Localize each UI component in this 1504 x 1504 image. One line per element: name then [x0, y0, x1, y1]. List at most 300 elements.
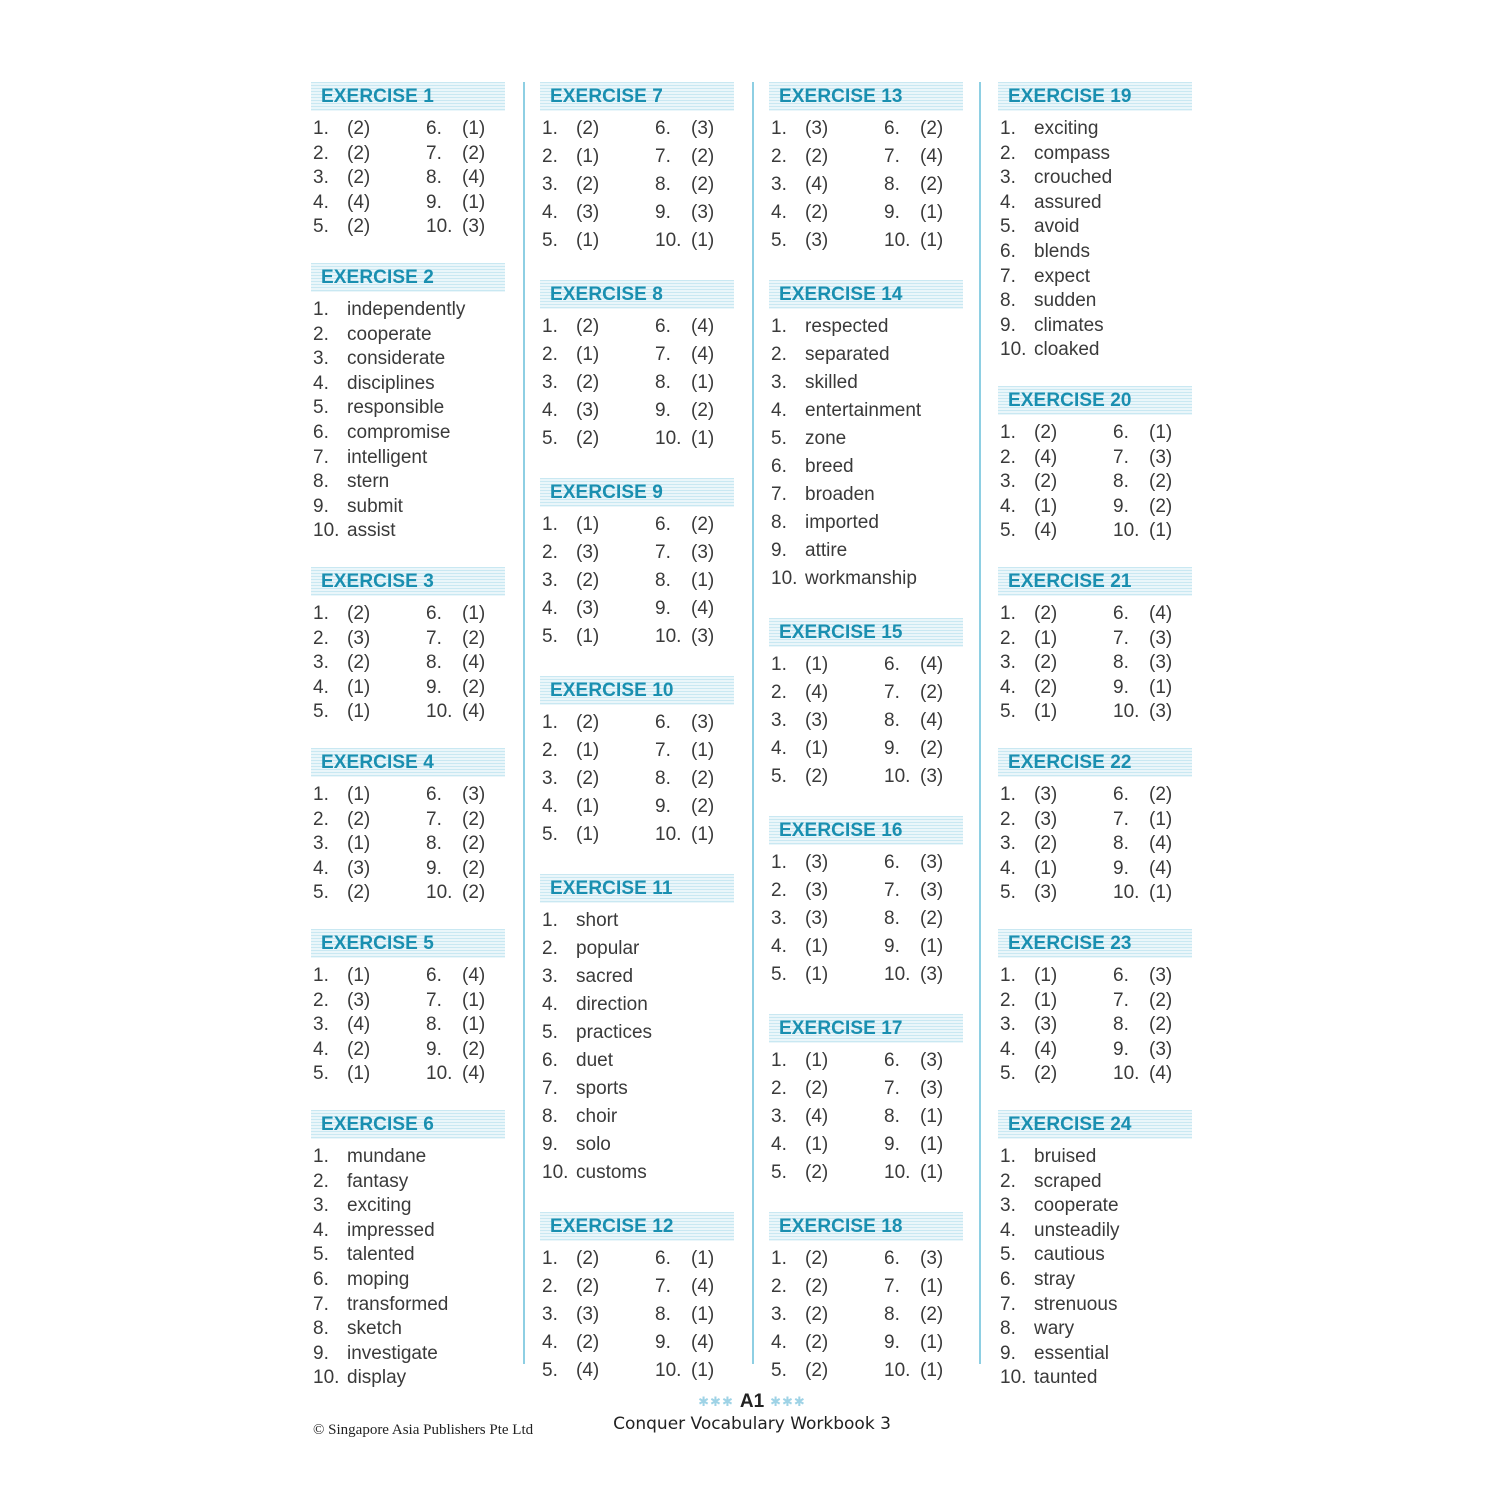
answer-item: 4. unsteadily [1000, 1219, 1120, 1241]
answer-item: 7. sports [542, 1078, 628, 1099]
answer-list [311, 299, 507, 545]
answer-item: 10. (1) [884, 1360, 944, 1381]
answer-item: 5. (3) [1000, 882, 1058, 904]
answer-item: 2. (2) [313, 142, 371, 164]
exercise-block [769, 816, 965, 992]
answer-item: 8. (4) [426, 167, 486, 189]
answer-item: 9. (2) [655, 796, 715, 817]
answer-item: 7. (3) [655, 542, 715, 563]
answer-item: 3. skilled [771, 372, 858, 393]
answer-item: 8. (4) [1113, 833, 1173, 855]
answer-item: 5. (2) [771, 1360, 829, 1381]
answer-item: 7. (3) [884, 1078, 944, 1099]
answer-item: 8. (2) [426, 833, 486, 855]
answer-item: 5. (2) [313, 882, 371, 904]
answer-item: 8. (1) [426, 1014, 486, 1036]
exercise-block [540, 280, 736, 456]
answer-item: 2. (2) [313, 808, 371, 830]
answer-list [540, 1248, 736, 1388]
answer-item: 8. (2) [884, 174, 944, 195]
answer-item: 3. sacred [542, 966, 634, 987]
answer-item: 6. blends [1000, 241, 1090, 262]
answer-item: 5. zone [771, 428, 847, 449]
answer-item: 10. (3) [655, 626, 715, 647]
exercise-block [311, 929, 507, 1088]
answer-item: 8. (3) [1113, 652, 1173, 674]
exercise-block [998, 1110, 1194, 1392]
answer-columns [311, 82, 1201, 1389]
answer-item: 10. (1) [884, 1162, 944, 1183]
answer-item: 5. (2) [771, 766, 829, 787]
answer-item: 6. (2) [1113, 784, 1173, 805]
answer-list [769, 852, 965, 992]
answer-item: 2. (4) [1000, 446, 1058, 468]
exercise-block [998, 929, 1194, 1088]
answer-item: 2. fantasy [313, 1170, 409, 1192]
answer-item: 6. (3) [655, 712, 715, 733]
answer-item: 10. (4) [426, 1063, 486, 1085]
exercise-title: EXERCISE 10 [540, 676, 734, 705]
answer-item: 8. (4) [426, 652, 486, 674]
answer-item: 3. (4) [771, 1106, 829, 1127]
answer-item: 4. (1) [771, 738, 829, 759]
exercise-block [998, 567, 1194, 726]
answer-item: 2. (3) [313, 627, 371, 649]
exercise-block [998, 82, 1194, 364]
answer-item: 6. (4) [426, 965, 486, 986]
answer-item: 4. direction [542, 994, 648, 1015]
answer-item: 9. submit [313, 495, 403, 517]
answer-list [540, 316, 736, 456]
exercise-title: EXERCISE 18 [769, 1212, 963, 1241]
answer-item: 2. compass [1000, 142, 1111, 164]
answer-item: 2. (1) [542, 344, 600, 365]
answer-item: 10. (1) [655, 428, 715, 449]
answer-item: 7. (4) [884, 146, 944, 167]
answer-item: 9. (3) [655, 202, 715, 223]
answer-item: 3. (3) [542, 1304, 600, 1325]
answer-list [311, 603, 507, 726]
answer-item: 10. (2) [426, 882, 486, 904]
answer-item: 3. (2) [313, 652, 371, 674]
answer-item: 9. (4) [655, 1332, 715, 1353]
answer-item: 9. (4) [655, 598, 715, 619]
answer-item: 6. (1) [426, 603, 486, 624]
exercise-block [311, 82, 507, 241]
answer-item: 3. (2) [1000, 471, 1058, 493]
answer-item: 8. wary [1000, 1318, 1075, 1340]
answer-item: 9. (1) [884, 1134, 944, 1155]
answer-item: 4. (1) [313, 676, 371, 698]
answer-list [998, 603, 1194, 726]
answer-list [998, 422, 1194, 545]
answer-item: 8. (2) [1113, 471, 1173, 493]
answer-item: 2. (4) [771, 682, 829, 703]
answer-item: 6. (2) [884, 118, 944, 139]
answer-item: 1. (2) [1000, 422, 1058, 443]
answer-list [540, 514, 736, 654]
answer-item: 6. (4) [884, 654, 944, 675]
answer-item: 8. (2) [884, 908, 944, 929]
answer-item: 10. cloaked [1000, 339, 1100, 361]
answer-item: 1. (2) [542, 316, 600, 337]
answer-item: 5. (2) [542, 428, 600, 449]
answer-item: 10. (1) [1113, 520, 1173, 542]
answer-item: 1. mundane [313, 1146, 427, 1167]
answer-item: 10. (3) [884, 964, 944, 985]
answer-item: 10. (3) [884, 766, 944, 787]
answer-item: 9. (2) [1113, 495, 1173, 517]
star-ornament-icon: ✱✱✱ [770, 1394, 806, 1409]
exercise-title: EXERCISE 20 [998, 386, 1192, 415]
answer-item: 9. (2) [426, 857, 486, 879]
answer-list [998, 1146, 1194, 1392]
exercise-block [311, 263, 507, 545]
answer-list [311, 784, 507, 907]
answer-item: 10. assist [313, 520, 396, 542]
answer-item: 4. (2) [771, 1332, 829, 1353]
answer-item: 3. (2) [1000, 652, 1058, 674]
answer-item: 1. (1) [313, 965, 371, 986]
answer-item: 8. sudden [1000, 290, 1097, 312]
answer-item: 7. (4) [655, 1276, 715, 1297]
answer-item: 7. (1) [1113, 808, 1173, 830]
exercise-title: EXERCISE 23 [998, 929, 1192, 958]
exercise-title: EXERCISE 15 [769, 618, 963, 647]
answer-item: 10. (1) [1113, 882, 1173, 904]
answer-item: 4. (2) [1000, 676, 1058, 698]
answer-item: 3. (2) [542, 372, 600, 393]
answer-item: 7. transformed [313, 1293, 449, 1315]
answer-item: 5. responsible [313, 397, 445, 419]
answer-item: 5. (1) [542, 824, 600, 845]
answer-item: 6. compromise [313, 422, 451, 443]
answer-item: 3. (3) [1000, 1014, 1058, 1036]
answer-item: 6. (4) [1113, 603, 1173, 624]
exercise-title: EXERCISE 7 [540, 82, 734, 111]
answer-item: 7. strenuous [1000, 1293, 1118, 1315]
answer-item: 2. (1) [1000, 627, 1058, 649]
exercise-block [540, 676, 736, 852]
answer-list [998, 965, 1194, 1088]
book-title: Conquer Vocabulary Workbook 3 [613, 1414, 891, 1434]
answer-item: 5. practices [542, 1022, 653, 1043]
answer-item: 9. (2) [426, 676, 486, 698]
answer-item: 4. (4) [1000, 1038, 1058, 1060]
answer-item: 4. assured [1000, 191, 1102, 213]
answer-item: 6. (3) [884, 852, 944, 873]
answer-list [311, 965, 507, 1088]
answer-item: 8. (4) [884, 710, 944, 731]
answer-item: 2. popular [542, 938, 640, 959]
answer-item: 6. (4) [655, 316, 715, 337]
answer-list [540, 910, 736, 1190]
exercise-title: EXERCISE 22 [998, 748, 1192, 777]
answer-item: 6. (3) [1113, 965, 1173, 986]
exercise-title: EXERCISE 21 [998, 567, 1192, 596]
answer-list [540, 118, 736, 258]
answer-item: 7. (2) [426, 142, 486, 164]
answer-item: 10. (3) [426, 216, 486, 238]
answer-item: 2. (2) [771, 1276, 829, 1297]
exercise-title: EXERCISE 1 [311, 82, 505, 111]
answer-item: 3. (4) [771, 174, 829, 195]
answer-item: 5. (1) [771, 964, 829, 985]
answer-item: 4. (3) [542, 598, 600, 619]
answer-item: 1. (2) [313, 603, 371, 624]
answer-item: 1. (2) [1000, 603, 1058, 624]
answer-item: 7. (3) [1113, 627, 1173, 649]
exercise-title: EXERCISE 5 [311, 929, 505, 958]
answer-item: 9. solo [542, 1134, 611, 1155]
answer-item: 8. choir [542, 1106, 618, 1127]
answer-item: 9. (2) [655, 400, 715, 421]
answer-item: 4. (1) [1000, 495, 1058, 517]
answer-item: 1. respected [771, 316, 889, 337]
answer-item: 1. (2) [542, 1248, 600, 1269]
answer-item: 10. (3) [1113, 701, 1173, 723]
answer-list [769, 1050, 965, 1190]
answer-item: 8. (1) [655, 1304, 715, 1325]
answer-item: 3. (2) [542, 174, 600, 195]
answer-item: 3. (2) [542, 768, 600, 789]
answer-item: 5. (1) [542, 230, 600, 251]
answer-item: 2. separated [771, 344, 890, 365]
answer-item: 4. (4) [313, 191, 371, 213]
answer-list [769, 654, 965, 794]
answer-item: 10. (1) [655, 1360, 715, 1381]
answer-item: 2. (3) [542, 542, 600, 563]
star-ornament-icon: ✱✱✱ [698, 1394, 734, 1409]
answer-item: 2. scraped [1000, 1170, 1102, 1192]
exercise-block [311, 1110, 507, 1392]
exercise-block [769, 1014, 965, 1190]
answer-item: 6. (2) [655, 514, 715, 535]
answer-item: 1. (3) [1000, 784, 1058, 805]
answer-item: 8. imported [771, 512, 879, 533]
answer-item: 1. (1) [542, 514, 600, 535]
answer-item: 7. broaden [771, 484, 875, 505]
answer-item: 1. short [542, 910, 619, 931]
answer-item: 10. workmanship [771, 568, 917, 589]
answer-item: 10. (4) [1113, 1063, 1173, 1085]
answer-item: 1. (1) [771, 1050, 829, 1071]
answer-item: 3. (2) [313, 167, 371, 189]
answer-item: 6. (1) [426, 118, 486, 139]
answer-item: 1. (2) [542, 118, 600, 139]
answer-item: 2. (3) [1000, 808, 1058, 830]
answer-item: 9. climates [1000, 314, 1104, 336]
exercise-title: EXERCISE 17 [769, 1014, 963, 1043]
answer-item: 1. (2) [771, 1248, 829, 1269]
answer-item: 1. independently [313, 299, 466, 320]
answer-item: 2. (1) [1000, 989, 1058, 1011]
answer-item: 3. (4) [313, 1014, 371, 1036]
exercise-title: EXERCISE 13 [769, 82, 963, 111]
answer-item: 10. customs [542, 1162, 647, 1183]
answer-item: 1. (1) [1000, 965, 1058, 986]
answer-item: 7. (2) [426, 808, 486, 830]
answer-item: 9. (2) [884, 738, 944, 759]
answer-list [311, 118, 507, 241]
answer-item: 1. exciting [1000, 118, 1099, 139]
answer-item: 3. (2) [1000, 833, 1058, 855]
exercise-block [998, 386, 1194, 545]
answer-item: 8. stern [313, 471, 390, 493]
answer-item: 8. (2) [884, 1304, 944, 1325]
answer-item: 1. (1) [771, 654, 829, 675]
answer-item: 9. (1) [884, 936, 944, 957]
exercise-block [998, 748, 1194, 907]
answer-item: 9. (3) [1113, 1038, 1173, 1060]
answer-item: 7. (2) [655, 146, 715, 167]
answer-item: 8. (1) [655, 570, 715, 591]
answer-item: 5. (2) [771, 1162, 829, 1183]
answer-item: 4. impressed [313, 1219, 435, 1241]
answer-item: 9. investigate [313, 1342, 438, 1364]
answer-item: 4. (3) [542, 400, 600, 421]
answer-item: 6. duet [542, 1050, 613, 1071]
answer-item: 2. (2) [542, 1276, 600, 1297]
answer-item: 1. (3) [771, 852, 829, 873]
answer-list [998, 118, 1194, 364]
answer-item: 1. (2) [313, 118, 371, 139]
answer-item: 7. (2) [1113, 989, 1173, 1011]
copyright-notice: © Singapore Asia Publishers Pte Ltd [313, 1422, 534, 1438]
exercise-block [769, 280, 965, 596]
answer-item: 2. (1) [542, 146, 600, 167]
answer-item: 9. (4) [1113, 857, 1173, 879]
answer-item: 7. (4) [655, 344, 715, 365]
answer-item: 9. attire [771, 540, 848, 561]
answer-item: 5. (2) [313, 216, 371, 238]
answer-item: 2. (2) [771, 1078, 829, 1099]
answer-item: 8. (1) [884, 1106, 944, 1127]
answer-item: 3. (3) [771, 908, 829, 929]
answer-item: 4. (1) [542, 796, 600, 817]
answer-item: 3. considerate [313, 348, 446, 370]
answer-item: 10. taunted [1000, 1367, 1098, 1389]
answer-item: 5. avoid [1000, 216, 1080, 238]
exercise-block [311, 567, 507, 726]
answer-item: 7. expect [1000, 265, 1090, 287]
answer-item: 4. (1) [771, 936, 829, 957]
answer-item: 8. (1) [655, 372, 715, 393]
answer-item: 2. (2) [771, 146, 829, 167]
answer-item: 8. (2) [655, 174, 715, 195]
answer-item: 10. (1) [655, 824, 715, 845]
answer-item: 3. (1) [313, 833, 371, 855]
answer-item: 4. (2) [542, 1332, 600, 1353]
answer-item: 9. (1) [884, 202, 944, 223]
exercise-block [769, 1212, 965, 1388]
exercise-block [540, 874, 736, 1190]
exercise-title: EXERCISE 11 [540, 874, 734, 903]
answer-item: 7. (2) [884, 682, 944, 703]
answer-item: 1. (1) [313, 784, 371, 805]
answer-item: 7. (1) [426, 989, 486, 1011]
answer-item: 1. (2) [542, 712, 600, 733]
answer-list [769, 316, 965, 596]
answer-item: 5. (4) [1000, 520, 1058, 542]
exercise-title: EXERCISE 6 [311, 1110, 505, 1139]
answer-item: 5. (1) [542, 626, 600, 647]
answer-item: 2. (1) [542, 740, 600, 761]
answer-item: 5. (2) [1000, 1063, 1058, 1085]
answer-item: 2. (3) [771, 880, 829, 901]
answer-item: 4. (1) [771, 1134, 829, 1155]
answer-item: 2. (3) [313, 989, 371, 1011]
exercise-block [540, 1212, 736, 1388]
answer-item: 3. exciting [313, 1195, 412, 1217]
exercise-block [769, 82, 965, 258]
answer-item: 6. (3) [884, 1050, 944, 1071]
answer-item: 5. (4) [542, 1360, 600, 1381]
answer-item: 10. (1) [884, 230, 944, 251]
answer-item: 5. cautious [1000, 1244, 1105, 1266]
answer-item: 3. crouched [1000, 167, 1113, 189]
answer-item: 8. (2) [655, 768, 715, 789]
answer-item: 7. (2) [426, 627, 486, 649]
answer-item: 10. display [313, 1367, 407, 1389]
answer-item: 5. talented [313, 1244, 415, 1266]
answer-item: 6. (3) [426, 784, 486, 805]
answer-item: 4. entertainment [771, 400, 922, 421]
answer-item: 5. (1) [1000, 701, 1058, 723]
column-divider [979, 82, 981, 1364]
answer-item: 7. (1) [655, 740, 715, 761]
answer-item: 6. (1) [1113, 422, 1173, 443]
answer-item: 3. (2) [542, 570, 600, 591]
answer-item: 7. (3) [1113, 446, 1173, 468]
answer-list [769, 118, 965, 258]
answer-item: 9. (2) [426, 1038, 486, 1060]
exercise-block [311, 748, 507, 907]
answer-item: 3. (2) [771, 1304, 829, 1325]
answer-item: 6. stray [1000, 1269, 1076, 1290]
exercise-block [540, 82, 736, 258]
page-label: A1 [739, 1391, 765, 1412]
exercise-title: EXERCISE 4 [311, 748, 505, 777]
answer-list [769, 1248, 965, 1388]
exercise-title: EXERCISE 9 [540, 478, 734, 507]
answer-item: 5. (1) [313, 1063, 371, 1085]
exercise-title: EXERCISE 2 [311, 263, 505, 292]
exercise-title: EXERCISE 12 [540, 1212, 734, 1241]
answer-item: 4. (2) [771, 202, 829, 223]
answer-item: 8. (2) [1113, 1014, 1173, 1036]
page-number-mark [640, 1391, 864, 1413]
answer-item: 6. (3) [884, 1248, 944, 1269]
answer-item: 10. (1) [655, 230, 715, 251]
exercise-title: EXERCISE 3 [311, 567, 505, 596]
answer-item: 7. (3) [884, 880, 944, 901]
answer-item: 6. breed [771, 456, 854, 477]
answer-item: 6. moping [313, 1269, 410, 1290]
answer-item: 4. (3) [542, 202, 600, 223]
exercise-title: EXERCISE 16 [769, 816, 963, 845]
exercise-title: EXERCISE 19 [998, 82, 1192, 111]
answer-item: 9. essential [1000, 1342, 1109, 1364]
answer-item: 9. (1) [884, 1332, 944, 1353]
answer-item: 7. intelligent [313, 446, 428, 468]
answer-item: 9. (1) [426, 191, 486, 213]
answer-item: 4. (1) [1000, 857, 1058, 879]
answer-item: 2. cooperate [313, 323, 432, 345]
answer-item: 8. sketch [313, 1318, 402, 1340]
exercise-title: EXERCISE 24 [998, 1110, 1192, 1139]
exercise-title: EXERCISE 8 [540, 280, 734, 309]
